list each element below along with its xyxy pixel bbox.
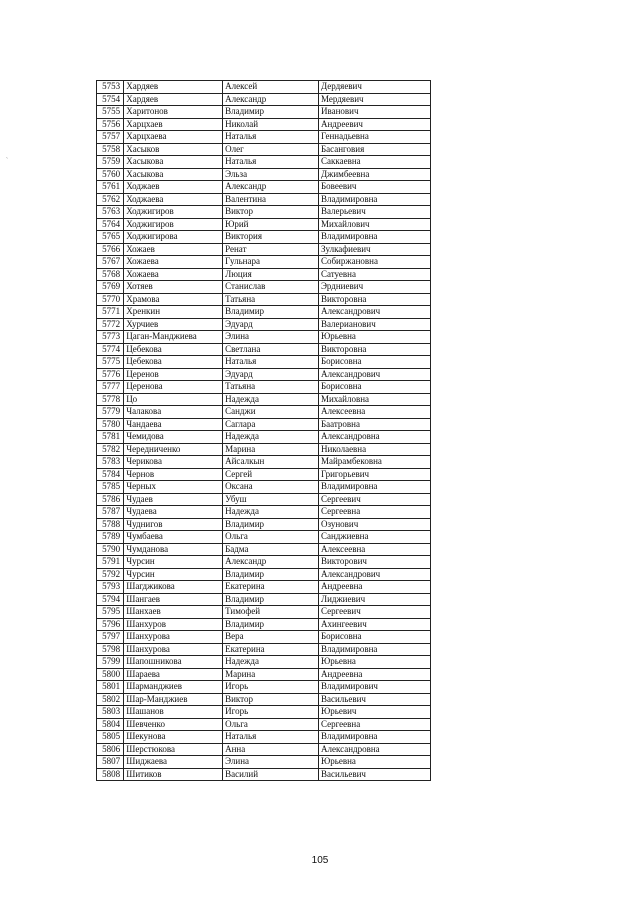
last-name-cell: Чалакова — [124, 406, 223, 419]
first-name-cell: Вера — [223, 631, 319, 644]
table-row — [97, 118, 431, 131]
row-number: 5773 — [97, 331, 124, 344]
roster-body — [97, 81, 431, 781]
first-name-cell: Татьяна — [223, 293, 319, 306]
row-number: 5777 — [97, 381, 124, 394]
first-name-cell: Надежда — [223, 431, 319, 444]
row-number: 5754 — [97, 93, 124, 106]
last-name-cell: Ходжаев — [124, 181, 223, 194]
table-row — [97, 193, 431, 206]
row-number: 5793 — [97, 581, 124, 594]
table-row — [97, 681, 431, 694]
patronymic-cell: Викторовна — [318, 343, 430, 356]
patronymic-cell: Андреевна — [318, 581, 430, 594]
last-name-cell: Чудаева — [124, 506, 223, 519]
first-name-cell: Убуш — [223, 493, 319, 506]
last-name-cell: Шанхаев — [124, 606, 223, 619]
first-name-cell: Санджи — [223, 406, 319, 419]
last-name-cell: Чернов — [124, 468, 223, 481]
patronymic-cell: Борисовна — [318, 381, 430, 394]
last-name-cell: Чередниченко — [124, 443, 223, 456]
last-name-cell: Хасыкова — [124, 156, 223, 169]
first-name-cell: Валентина — [223, 193, 319, 206]
first-name-cell: Айсалкын — [223, 456, 319, 469]
patronymic-cell: Сатуевна — [318, 268, 430, 281]
first-name-cell: Александр — [223, 181, 319, 194]
table-row — [97, 156, 431, 169]
first-name-cell: Татьяна — [223, 381, 319, 394]
row-number: 5778 — [97, 393, 124, 406]
table-row — [97, 493, 431, 506]
patronymic-cell: Борисовна — [318, 356, 430, 369]
first-name-cell: Ольга — [223, 718, 319, 731]
row-number: 5776 — [97, 368, 124, 381]
patronymic-cell: Санджиевна — [318, 531, 430, 544]
patronymic-cell: Юрьевна — [318, 331, 430, 344]
row-number: 5805 — [97, 731, 124, 744]
patronymic-cell: Иванович — [318, 106, 430, 119]
table-row — [97, 618, 431, 631]
patronymic-cell: Юрьевна — [318, 656, 430, 669]
patronymic-cell: Андреевич — [318, 118, 430, 131]
table-row — [97, 568, 431, 581]
last-name-cell: Шашанов — [124, 706, 223, 719]
first-name-cell: Виктор — [223, 693, 319, 706]
row-number: 5769 — [97, 281, 124, 294]
last-name-cell: Цебекова — [124, 356, 223, 369]
first-name-cell: Владимир — [223, 618, 319, 631]
table-row — [97, 218, 431, 231]
patronymic-cell: Владимировна — [318, 481, 430, 494]
table-row — [97, 381, 431, 394]
last-name-cell: Церенов — [124, 368, 223, 381]
last-name-cell: Цебекова — [124, 343, 223, 356]
row-number: 5772 — [97, 318, 124, 331]
first-name-cell: Марина — [223, 443, 319, 456]
row-number: 5803 — [97, 706, 124, 719]
last-name-cell: Цо — [124, 393, 223, 406]
first-name-cell: Люция — [223, 268, 319, 281]
table-row — [97, 581, 431, 594]
row-number: 5792 — [97, 568, 124, 581]
first-name-cell: Оксана — [223, 481, 319, 494]
first-name-cell: Надежда — [223, 393, 319, 406]
table-row — [97, 418, 431, 431]
table-row — [97, 368, 431, 381]
table-row — [97, 231, 431, 244]
first-name-cell: Владимир — [223, 518, 319, 531]
row-number: 5771 — [97, 306, 124, 319]
last-name-cell: Церенова — [124, 381, 223, 394]
last-name-cell: Черных — [124, 481, 223, 494]
table-row — [97, 131, 431, 144]
first-name-cell: Екатерина — [223, 643, 319, 656]
row-number: 5790 — [97, 543, 124, 556]
last-name-cell: Чандаева — [124, 418, 223, 431]
first-name-cell: Николай — [223, 118, 319, 131]
row-number: 5761 — [97, 181, 124, 194]
row-number: 5770 — [97, 293, 124, 306]
table-row — [97, 168, 431, 181]
first-name-cell: Наталья — [223, 131, 319, 144]
patronymic-cell: Владимировна — [318, 643, 430, 656]
last-name-cell: Шекунова — [124, 731, 223, 744]
patronymic-cell: Баатровна — [318, 418, 430, 431]
patronymic-cell: Бовеевич — [318, 181, 430, 194]
first-name-cell: Владимир — [223, 593, 319, 606]
last-name-cell: Чумбаева — [124, 531, 223, 544]
row-number: 5774 — [97, 343, 124, 356]
first-name-cell: Эдуард — [223, 318, 319, 331]
last-name-cell: Хасыкова — [124, 168, 223, 181]
first-name-cell: Наталья — [223, 356, 319, 369]
row-number: 5801 — [97, 681, 124, 694]
table-row — [97, 93, 431, 106]
table-row — [97, 643, 431, 656]
table-row — [97, 443, 431, 456]
first-name-cell: Эльза — [223, 168, 319, 181]
row-number: 5794 — [97, 593, 124, 606]
first-name-cell: Бадма — [223, 543, 319, 556]
patronymic-cell: Джимбеевна — [318, 168, 430, 181]
table-row — [97, 181, 431, 194]
last-name-cell: Хотяев — [124, 281, 223, 294]
patronymic-cell: Викторовна — [318, 293, 430, 306]
row-number: 5807 — [97, 756, 124, 769]
first-name-cell: Ренат — [223, 243, 319, 256]
row-number: 5806 — [97, 743, 124, 756]
table-row — [97, 506, 431, 519]
row-number: 5760 — [97, 168, 124, 181]
first-name-cell: Владимир — [223, 106, 319, 119]
table-row — [97, 706, 431, 719]
first-name-cell: Олег — [223, 143, 319, 156]
table-row — [97, 393, 431, 406]
table-row — [97, 406, 431, 419]
last-name-cell: Шерстюкова — [124, 743, 223, 756]
row-number: 5789 — [97, 531, 124, 544]
first-name-cell: Виктор — [223, 206, 319, 219]
last-name-cell: Чуднигов — [124, 518, 223, 531]
first-name-cell: Надежда — [223, 656, 319, 669]
table-row — [97, 293, 431, 306]
last-name-cell: Чурсин — [124, 556, 223, 569]
patronymic-cell: Сергеевич — [318, 606, 430, 619]
row-number: 5756 — [97, 118, 124, 131]
first-name-cell: Саглара — [223, 418, 319, 431]
first-name-cell: Анна — [223, 743, 319, 756]
first-name-cell: Александр — [223, 556, 319, 569]
first-name-cell: Надежда — [223, 506, 319, 519]
first-name-cell: Владимир — [223, 306, 319, 319]
table-row — [97, 206, 431, 219]
last-name-cell: Шагджикова — [124, 581, 223, 594]
last-name-cell: Шарманджиев — [124, 681, 223, 694]
row-number: 5791 — [97, 556, 124, 569]
patronymic-cell: Борисовна — [318, 631, 430, 644]
patronymic-cell: Николаевна — [318, 443, 430, 456]
row-number: 5808 — [97, 768, 124, 781]
last-name-cell: Ходжигиров — [124, 206, 223, 219]
row-number: 5765 — [97, 231, 124, 244]
row-number: 5783 — [97, 456, 124, 469]
patronymic-cell: Михайлович — [318, 218, 430, 231]
page-number: 105 — [311, 855, 329, 866]
first-name-cell: Элина — [223, 756, 319, 769]
last-name-cell: Шитиков — [124, 768, 223, 781]
patronymic-cell: Валерьевич — [318, 206, 430, 219]
first-name-cell: Александр — [223, 93, 319, 106]
table-row — [97, 731, 431, 744]
last-name-cell: Шанхурова — [124, 631, 223, 644]
patronymic-cell: Саккаевна — [318, 156, 430, 169]
last-name-cell: Шанхурова — [124, 643, 223, 656]
table-row — [97, 606, 431, 619]
last-name-cell: Хренкин — [124, 306, 223, 319]
row-number: 5766 — [97, 243, 124, 256]
last-name-cell: Шанхуров — [124, 618, 223, 631]
patronymic-cell: Александрович — [318, 368, 430, 381]
row-number: 5779 — [97, 406, 124, 419]
row-number: 5758 — [97, 143, 124, 156]
patronymic-cell: Владимировна — [318, 231, 430, 244]
last-name-cell: Черикова — [124, 456, 223, 469]
table-row — [97, 281, 431, 294]
first-name-cell: Алексей — [223, 81, 319, 94]
first-name-cell: Станислав — [223, 281, 319, 294]
row-number: 5797 — [97, 631, 124, 644]
row-number: 5757 — [97, 131, 124, 144]
first-name-cell: Виктория — [223, 231, 319, 244]
table-row — [97, 631, 431, 644]
first-name-cell: Тимофей — [223, 606, 319, 619]
patronymic-cell: Владимирович — [318, 681, 430, 694]
last-name-cell: Харцхаева — [124, 131, 223, 144]
first-name-cell: Наталья — [223, 156, 319, 169]
patronymic-cell: Алексеевна — [318, 543, 430, 556]
patronymic-cell: Геннадьевна — [318, 131, 430, 144]
last-name-cell: Хасыков — [124, 143, 223, 156]
patronymic-cell: Лиджиевич — [318, 593, 430, 606]
last-name-cell: Хожаева — [124, 268, 223, 281]
table-row — [97, 556, 431, 569]
patronymic-cell: Ахингеевич — [318, 618, 430, 631]
row-number: 5799 — [97, 656, 124, 669]
row-number: 5787 — [97, 506, 124, 519]
last-name-cell: Шапошникова — [124, 656, 223, 669]
last-name-cell: Шараева — [124, 668, 223, 681]
table-row — [97, 518, 431, 531]
patronymic-cell: Собиржановна — [318, 256, 430, 269]
table-row — [97, 143, 431, 156]
last-name-cell: Чумданова — [124, 543, 223, 556]
first-name-cell: Ольга — [223, 531, 319, 544]
row-number: 5767 — [97, 256, 124, 269]
row-number: 5782 — [97, 443, 124, 456]
last-name-cell: Хардяев — [124, 81, 223, 94]
first-name-cell: Марина — [223, 668, 319, 681]
patronymic-cell: Викторович — [318, 556, 430, 569]
table-row — [97, 743, 431, 756]
first-name-cell: Екатерина — [223, 581, 319, 594]
table-row — [97, 268, 431, 281]
table-row — [97, 531, 431, 544]
first-name-cell: Наталья — [223, 731, 319, 744]
row-number: 5781 — [97, 431, 124, 444]
patronymic-cell: Зулкафиевич — [318, 243, 430, 256]
last-name-cell: Ходжигирова — [124, 231, 223, 244]
table-row — [97, 331, 431, 344]
last-name-cell: Шиджаева — [124, 756, 223, 769]
patronymic-cell: Басанговия — [318, 143, 430, 156]
table-row — [97, 431, 431, 444]
patronymic-cell: Юрьевна — [318, 756, 430, 769]
table-row — [97, 481, 431, 494]
patronymic-cell: Владимировна — [318, 731, 430, 744]
last-name-cell: Шангаев — [124, 593, 223, 606]
first-name-cell: Василий — [223, 768, 319, 781]
row-number: 5763 — [97, 206, 124, 219]
row-number: 5764 — [97, 218, 124, 231]
last-name-cell: Хожаева — [124, 256, 223, 269]
table-row — [97, 668, 431, 681]
last-name-cell: Харцхаев — [124, 118, 223, 131]
patronymic-cell: Александрович — [318, 306, 430, 319]
last-name-cell: Шар-Манджиев — [124, 693, 223, 706]
patronymic-cell: Александровна — [318, 743, 430, 756]
last-name-cell: Хурчиев — [124, 318, 223, 331]
name-roster-table — [96, 80, 431, 781]
row-number: 5786 — [97, 493, 124, 506]
patronymic-cell: Васильевич — [318, 768, 430, 781]
patronymic-cell: Александровна — [318, 431, 430, 444]
patronymic-cell: Озунович — [318, 518, 430, 531]
table-row — [97, 543, 431, 556]
first-name-cell: Игорь — [223, 681, 319, 694]
patronymic-cell: Сергеевна — [318, 718, 430, 731]
row-number: 5784 — [97, 468, 124, 481]
patronymic-cell: Мердяевич — [318, 93, 430, 106]
first-name-cell: Юрий — [223, 218, 319, 231]
patronymic-cell: Юрьевич — [318, 706, 430, 719]
row-number: 5762 — [97, 193, 124, 206]
table-row — [97, 756, 431, 769]
patronymic-cell: Алексеевна — [318, 406, 430, 419]
first-name-cell: Светлана — [223, 343, 319, 356]
last-name-cell: Храмова — [124, 293, 223, 306]
table-row — [97, 456, 431, 469]
first-name-cell: Игорь — [223, 706, 319, 719]
last-name-cell: Ходжигиров — [124, 218, 223, 231]
row-number: 5755 — [97, 106, 124, 119]
last-name-cell: Харитонов — [124, 106, 223, 119]
row-number: 5795 — [97, 606, 124, 619]
first-name-cell: Эдуард — [223, 368, 319, 381]
row-number: 5759 — [97, 156, 124, 169]
first-name-cell: Владимир — [223, 568, 319, 581]
patronymic-cell: Сергеевна — [318, 506, 430, 519]
table-row — [97, 343, 431, 356]
table-row — [97, 81, 431, 94]
table-row — [97, 318, 431, 331]
patronymic-cell: Андреевна — [318, 668, 430, 681]
table-row — [97, 306, 431, 319]
row-number: 5780 — [97, 418, 124, 431]
patronymic-cell: Васильевич — [318, 693, 430, 706]
row-number: 5788 — [97, 518, 124, 531]
patronymic-cell: Майрамбековна — [318, 456, 430, 469]
table-row — [97, 243, 431, 256]
last-name-cell: Хожаев — [124, 243, 223, 256]
last-name-cell: Хардяев — [124, 93, 223, 106]
row-number: 5798 — [97, 643, 124, 656]
row-number: 5785 — [97, 481, 124, 494]
margin-mark: ` — [6, 158, 8, 164]
patronymic-cell: Сергеевич — [318, 493, 430, 506]
table-row — [97, 468, 431, 481]
first-name-cell: Элина — [223, 331, 319, 344]
table-row — [97, 718, 431, 731]
patronymic-cell: Александрович — [318, 568, 430, 581]
row-number: 5753 — [97, 81, 124, 94]
patronymic-cell: Григорьевич — [318, 468, 430, 481]
table-row — [97, 768, 431, 781]
patronymic-cell: Михайловна — [318, 393, 430, 406]
patronymic-cell: Эрдниевич — [318, 281, 430, 294]
table-row — [97, 693, 431, 706]
last-name-cell: Ходжаева — [124, 193, 223, 206]
table-row — [97, 656, 431, 669]
patronymic-cell: Владимировна — [318, 193, 430, 206]
patronymic-cell: Валерианович — [318, 318, 430, 331]
row-number: 5768 — [97, 268, 124, 281]
table-row — [97, 106, 431, 119]
table-row — [97, 256, 431, 269]
row-number: 5775 — [97, 356, 124, 369]
table-row — [97, 593, 431, 606]
last-name-cell: Чудаев — [124, 493, 223, 506]
row-number: 5800 — [97, 668, 124, 681]
row-number: 5802 — [97, 693, 124, 706]
row-number: 5804 — [97, 718, 124, 731]
patronymic-cell: Дердяевич — [318, 81, 430, 94]
last-name-cell: Шевченко — [124, 718, 223, 731]
first-name-cell: Гульнара — [223, 256, 319, 269]
last-name-cell: Цаган-Манджиева — [124, 331, 223, 344]
first-name-cell: Сергей — [223, 468, 319, 481]
row-number: 5796 — [97, 618, 124, 631]
table-row — [97, 356, 431, 369]
last-name-cell: Чурсин — [124, 568, 223, 581]
last-name-cell: Чемидова — [124, 431, 223, 444]
